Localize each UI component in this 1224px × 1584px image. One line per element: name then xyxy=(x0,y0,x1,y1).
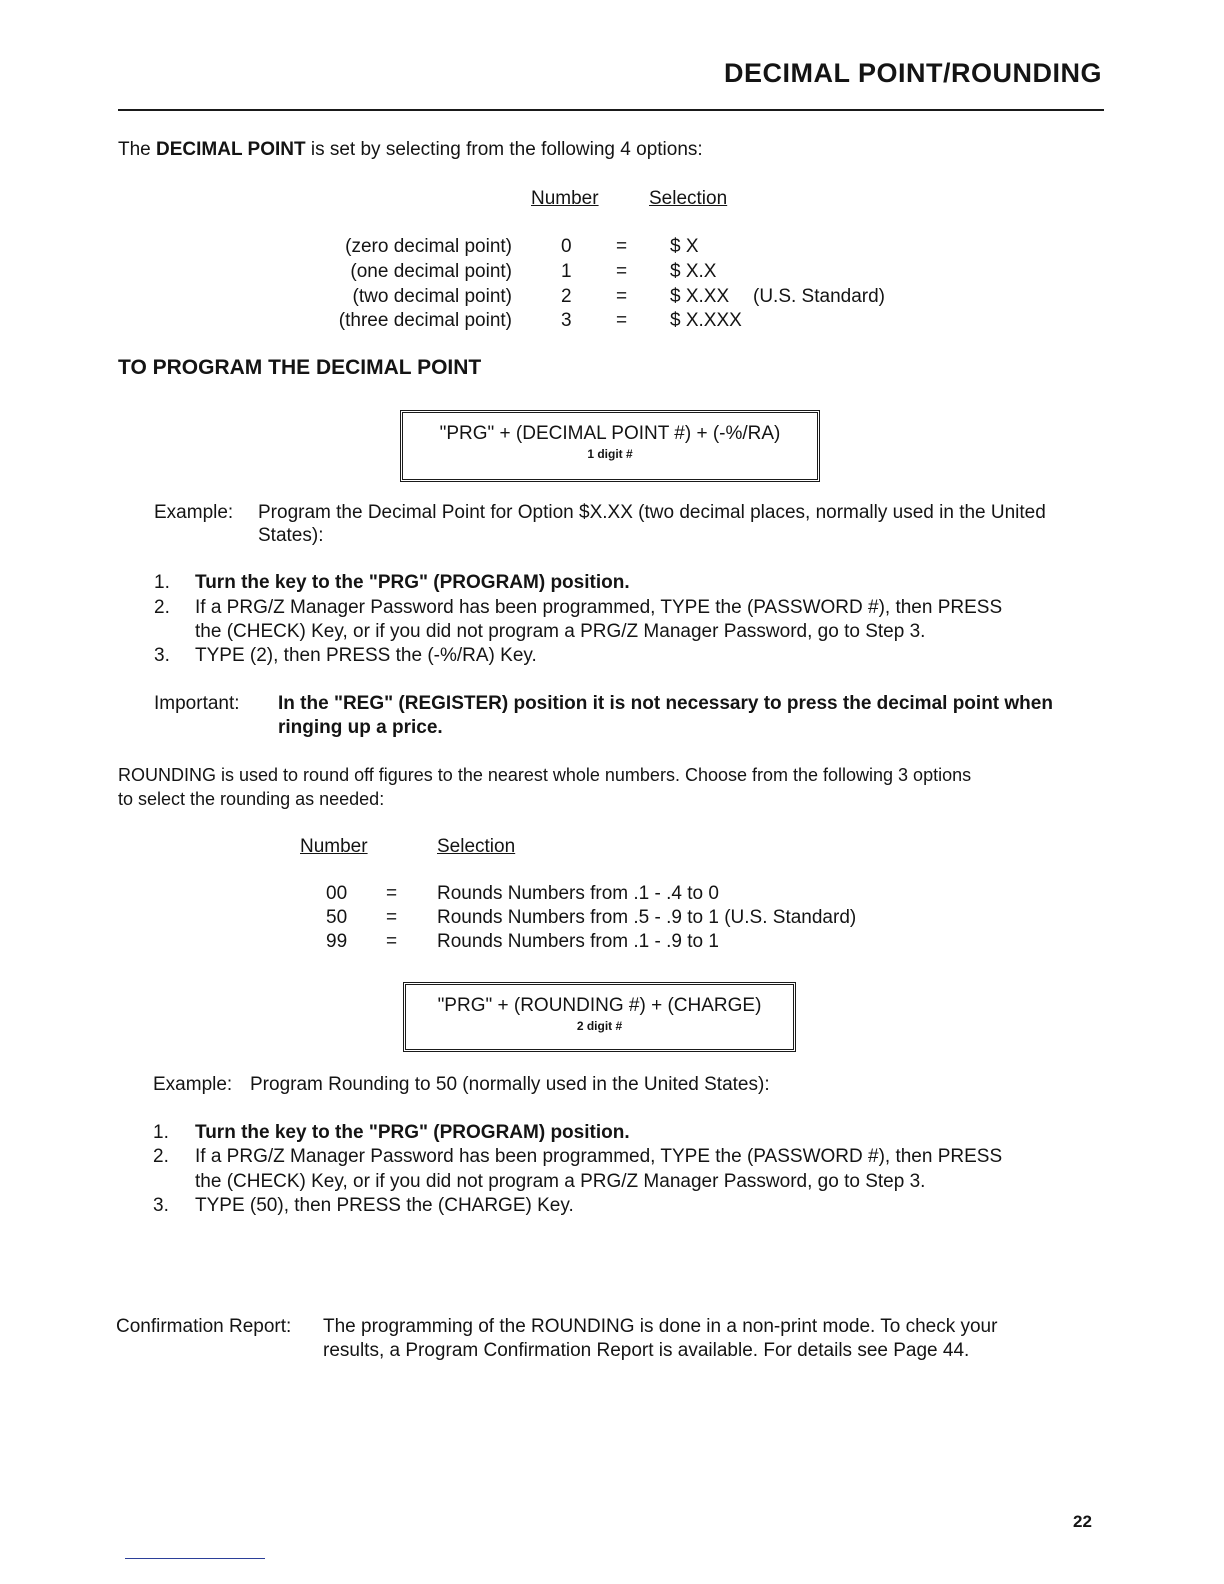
rounding-example-label: Example: xyxy=(153,1074,233,1095)
confirmation-label: Confirmation Report: xyxy=(116,1316,292,1337)
decimal-row-equals: = xyxy=(616,261,628,282)
rounding-row-equals: = xyxy=(386,931,398,952)
rounding-intro-line1 xyxy=(118,765,971,786)
important-label: Important: xyxy=(154,693,240,714)
decimal-row-number: 1 xyxy=(561,261,572,282)
rounding-row-number: 99 xyxy=(326,931,348,952)
rounding-step-text: TYPE (50), then PRESS the (CHARGE) Key. xyxy=(195,1195,574,1216)
confirmation-line1: The programming of the ROUNDING is done in a non-print mode. To check your xyxy=(323,1316,998,1337)
rounding-step-text: If a PRG/Z Manager Password has been programmed, TYPE the (PASSWORD #), then PRESS xyxy=(195,1146,1003,1167)
decimal-row-number: 2 xyxy=(561,286,572,307)
rounding-row-selection: Rounds Numbers from .1 - .4 to 0 xyxy=(437,883,719,904)
decimal-row-label: (three decimal point) xyxy=(338,310,512,331)
rounding-intro-term: ROUNDING xyxy=(118,765,216,785)
rounding-row-equals: = xyxy=(386,883,398,904)
confirmation-line2: results, a Program Confirmation Report is available. For details see Page 44. xyxy=(323,1340,970,1361)
decimal-intro-post: is set by selecting from the following 4 options: xyxy=(305,139,703,160)
decimal-row-equals: = xyxy=(616,286,628,307)
footer-rule xyxy=(125,1558,265,1559)
decimal-row-selection: $ X.X xyxy=(670,261,717,282)
section-heading: TO PROGRAM THE DECIMAL POINT xyxy=(118,356,482,379)
rounding-example-text: Program Rounding to 50 (normally used in the United States): xyxy=(250,1074,770,1095)
decimal-header-selection: Selection xyxy=(649,188,728,209)
important-line2: ringing up a price. xyxy=(278,717,443,738)
header-rule xyxy=(118,109,1104,111)
rounding-step-number: 2. xyxy=(153,1146,169,1167)
decimal-example-line1: Program the Decimal Point for Option $X.XX (two decimal places, normally used in the United xyxy=(258,502,1046,523)
rounding-header-number: Number xyxy=(300,836,368,857)
decimal-row-equals: = xyxy=(616,310,628,331)
decimal-row-number: 3 xyxy=(561,310,572,331)
decimal-row-label: (one decimal point) xyxy=(350,261,512,282)
rounding-digit-note: 2 digit # xyxy=(576,1019,623,1033)
decimal-intro xyxy=(118,139,703,161)
decimal-row-selection: $ X.XX xyxy=(670,286,730,307)
decimal-key-sequence: "PRG" + (DECIMAL POINT #) + (-%/RA) xyxy=(439,423,781,444)
decimal-row-number: 0 xyxy=(561,236,572,257)
rounding-key-sequence-box xyxy=(403,982,796,1052)
decimal-example-label: Example: xyxy=(154,502,234,523)
decimal-header-number: Number xyxy=(531,188,599,209)
decimal-step-number: 3. xyxy=(154,645,170,666)
decimal-step-number: 1. xyxy=(154,572,170,593)
decimal-step-text: If a PRG/Z Manager Password has been programmed, TYPE the (PASSWORD #), then PRESS xyxy=(195,597,1003,618)
page-title: DECIMAL POINT/ROUNDING xyxy=(723,58,1102,88)
rounding-key-sequence: "PRG" + (ROUNDING #) + (CHARGE) xyxy=(437,995,762,1016)
page-number: 22 xyxy=(1073,1512,1092,1531)
decimal-intro-pre: The xyxy=(118,139,157,160)
decimal-key-sequence-box xyxy=(400,410,820,482)
decimal-step-text: Turn the key to the "PRG" (PROGRAM) position. xyxy=(195,572,630,593)
rounding-step-number: 1. xyxy=(153,1122,169,1143)
rounding-intro-rest: is used to round off figures to the nearest whole numbers. Choose from the following 3 options xyxy=(216,765,972,785)
decimal-row-note: (U.S. Standard) xyxy=(753,286,885,307)
decimal-intro-term: DECIMAL POINT xyxy=(156,139,306,160)
rounding-row-selection: Rounds Numbers from .5 - .9 to 1 (U.S. Standard) xyxy=(437,907,857,928)
decimal-row-equals: = xyxy=(616,236,628,257)
rounding-row-number: 50 xyxy=(326,907,348,928)
important-line1: In the "REG" (REGISTER) position it is not necessary to press the decimal point when xyxy=(278,693,1053,714)
decimal-step-text: the (CHECK) Key, or if you did not program a PRG/Z Manager Password, go to Step 3. xyxy=(195,621,926,642)
decimal-digit-note: 1 digit # xyxy=(587,447,633,461)
decimal-example-line2: States): xyxy=(258,525,324,546)
rounding-row-equals: = xyxy=(386,907,398,928)
rounding-step-text: Turn the key to the "PRG" (PROGRAM) position. xyxy=(195,1122,630,1143)
decimal-step-number: 2. xyxy=(154,597,170,618)
decimal-row-selection: $ X.XXX xyxy=(670,310,742,331)
rounding-step-text: the (CHECK) Key, or if you did not program a PRG/Z Manager Password, go to Step 3. xyxy=(195,1171,926,1192)
rounding-header-selection: Selection xyxy=(437,836,516,857)
decimal-row-label: (two decimal point) xyxy=(352,286,512,307)
rounding-intro-line2: to select the rounding as needed: xyxy=(118,789,385,809)
decimal-step-text: TYPE (2), then PRESS the (-%/RA) Key. xyxy=(195,645,537,666)
decimal-row-label: (zero decimal point) xyxy=(345,236,512,257)
rounding-step-number: 3. xyxy=(153,1195,169,1216)
rounding-row-number: 00 xyxy=(326,883,348,904)
rounding-row-selection: Rounds Numbers from .1 - .9 to 1 xyxy=(437,931,719,952)
decimal-row-selection: $ X xyxy=(670,236,699,257)
